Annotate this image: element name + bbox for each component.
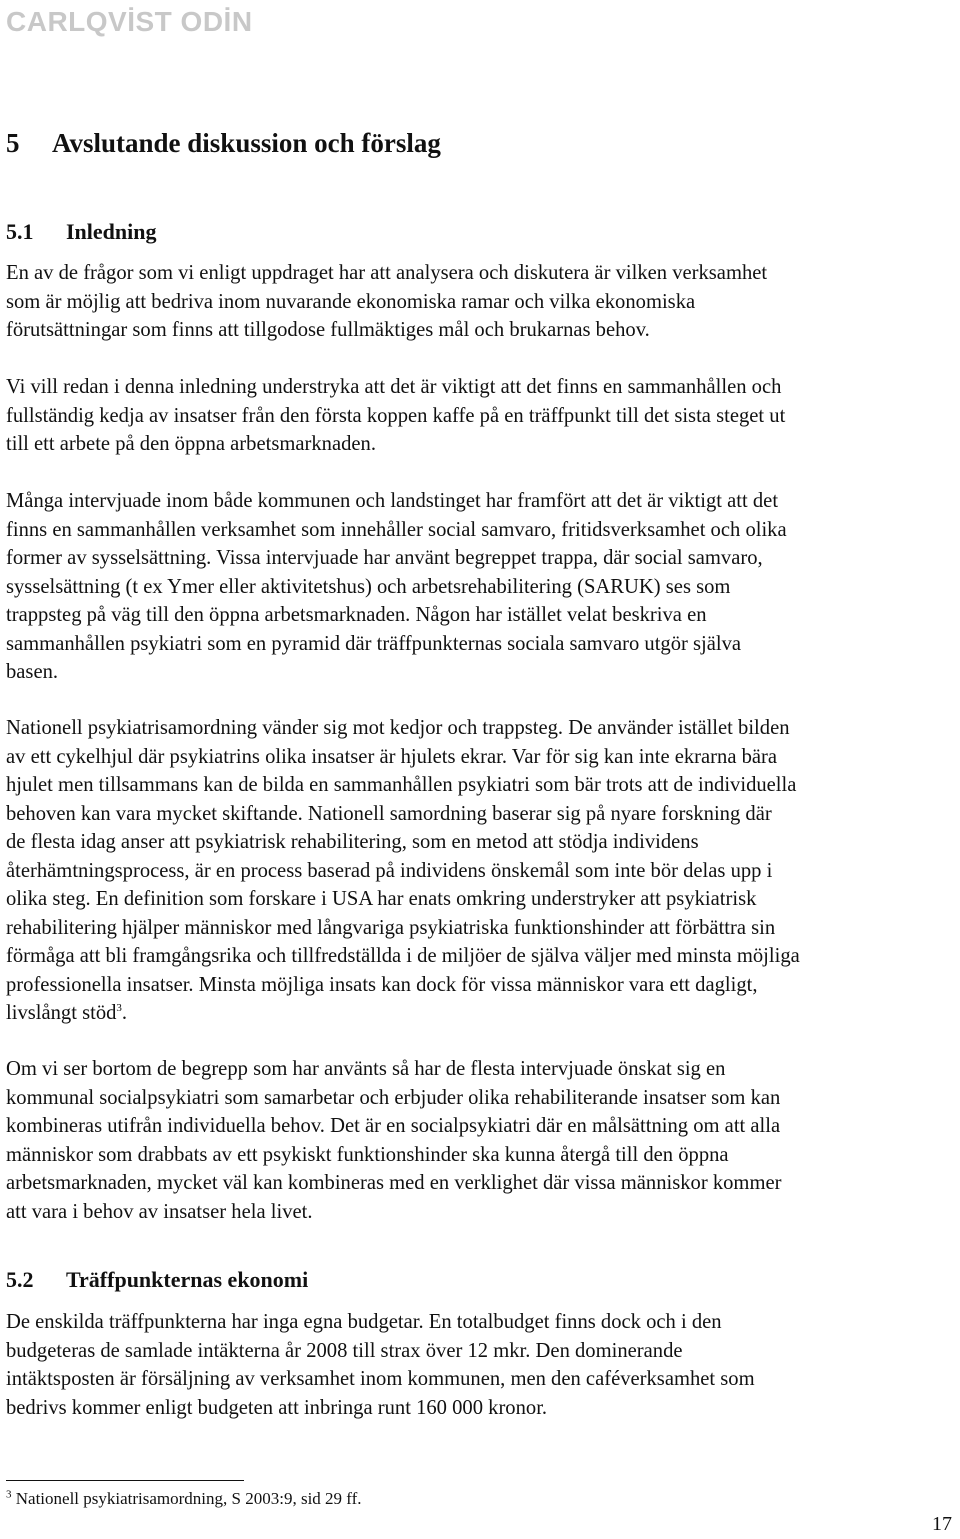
footnote-reference: 3 xyxy=(116,1002,122,1015)
chapter-number: 5 xyxy=(6,128,20,158)
paragraph-4-end: . xyxy=(121,1002,128,1024)
footnote-divider xyxy=(6,1480,244,1481)
footnote-text: Nationell psykiatrisamordning, S 2003:9, sid 29 ff. xyxy=(15,1489,362,1508)
section-heading-5-1 xyxy=(6,219,157,245)
paragraph-4 xyxy=(6,714,956,1028)
chapter-title: Avslutande diskussion och förslag xyxy=(52,128,441,158)
paragraph-2: Vi vill redan i denna inledning understryka att det är viktigt att det finns en sammanhållen och fullständig kedja av insatser från den första koppen kaffe på en träffpunkt till det sista steget ut till ett arbete på den öppna arbetsmarknaden. xyxy=(6,376,786,455)
section-number: 5.1 xyxy=(6,219,34,244)
section-title: Träffpunkternas ekonomi xyxy=(66,1267,309,1292)
section-number: 5.2 xyxy=(6,1267,34,1292)
footnote-marker: 3 xyxy=(6,1488,12,1501)
section-heading-5-2 xyxy=(6,1267,308,1293)
paragraph-4-text: Nationell psykiatrisamordning vänder sig mot kedjor och trappsteg. De använder istället bilden av ett cykelhjul där psykiatrins olika insatser är hjulets ekrar. Var för sig kan inte ekrarna bära hjulet men tillsammans kan de bilda en sammanhållen psykiatri som bär trots att de individuella behoven kan vara mycket skiftande. Nationell samordning baserar sig på nyare forskning där de flesta idag anser att psykiatrisk rehabilitering, som en metod att stödja individens återhämtningsprocess, är en process baserad på individens önskemål som inte bör delas upp i olika steg. En definition som forskare i USA har enats omkring understryker att psykiatrisk rehabilitering hjälper människor med långvariga psykiatriska funktionshinder att förbättra sin förmåga att bli framgångsrika och tillfredställda i de miljöer de själva väljer med minsta möjliga professionella insatser. Minsta möjliga insats kan dock för vissa människor vara ett dagligt, livslångt stöd xyxy=(6,717,800,1024)
paragraph-1: En av de frågor som vi enligt uppdraget har att analysera och diskutera är vilken verksamhet som är möjlig att bedriva inom nuvarande ekonomiska ramar och vilka ekonomiska förutsättningar som finns att tillgodose fullmäktiges mål och brukarnas behov. xyxy=(6,262,768,341)
footnote xyxy=(6,1489,362,1509)
paragraph-5: Om vi ser bortom de begrepp som har använts så har de flesta intervjuade önskat sig en kommunal socialpsykiatri som samarbetar och erbjuder olika rehabiliterande insatser som kan kombineras utifrån individuella behov. Det är en socialpsykiatri där en målsättning om att alla människor som drabbats av ett psykiskt funktionshinder ska kunna återgå till den öppna arbetsmarknaden, mycket väl kan kombineras med en verklighet där vissa människor kommer att vara i behov av insatser hela livet. xyxy=(6,1058,782,1223)
paragraph-6: De enskilda träffpunkterna har inga egna budgetar. En totalbudget finns dock och i den budgeteras de samlade intäkterna år 2008 till strax över 12 mkr. Den dominerande intäktsposten är försäljning av verksamhet inom kommunen, men den caféverksamhet som bedrivs kommer enligt budgeten att inbringa runt 160 000 kronor. xyxy=(6,1311,755,1419)
section-title: Inledning xyxy=(66,219,157,244)
page-number: 17 xyxy=(932,1513,952,1535)
paragraph-3: Många intervjuade inom både kommunen och landstinget har framfört att det är viktigt att det finns en sammanhållen verksamhet som innehåller social samvaro, fritidsverksamhet och olika former av sysselsättning. Vissa intervjuade har använt begreppet trappa, där social samvaro, sysselsättning (t ex Ymer eller aktivitetshus) och arbetsrehabilitering (SARUK) ses som trappsteg på väg till den öppna arbetsmarknaden. Någon har istället velat beskriva en sammanhållen psykiatri som en pyramid där träffpunkternas sociala samvaro utgör själva basen. xyxy=(6,490,787,683)
chapter-heading xyxy=(6,128,441,159)
brand-logo: CARLQVİST ODİN xyxy=(6,6,253,37)
